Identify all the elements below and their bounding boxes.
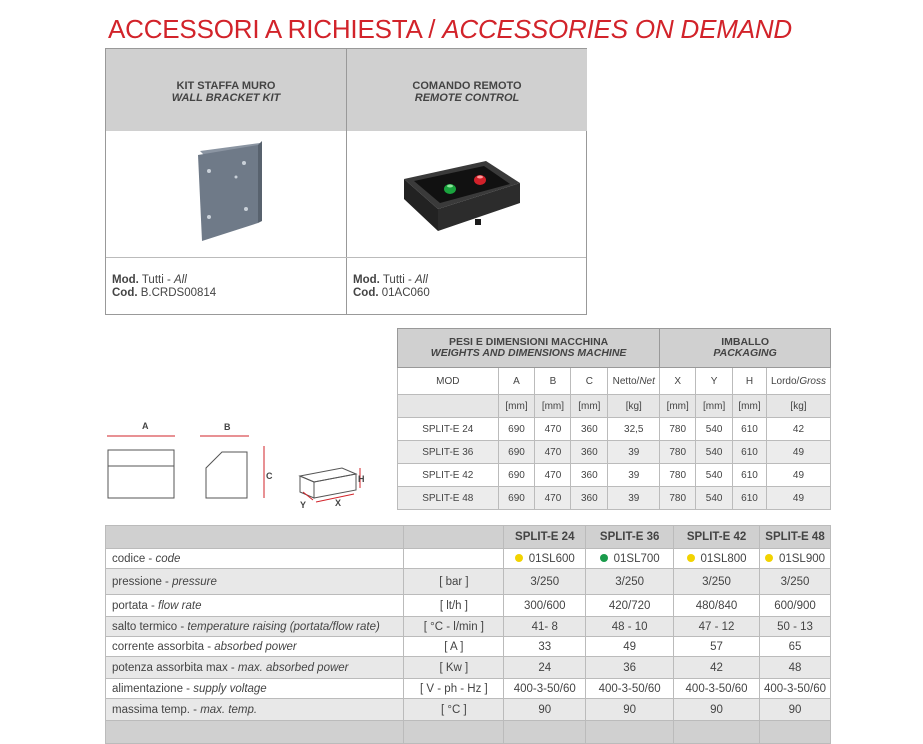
col-net: [608, 368, 660, 395]
packaging-header-it: IMBALLO: [721, 336, 770, 348]
value-cell: 600/900: [760, 595, 831, 617]
cod-value: B.CRDS00814: [140, 287, 217, 299]
footer-cell: [504, 721, 586, 744]
accessory-name-it: KIT STAFFA MURO: [176, 80, 276, 92]
col-net-en: Net: [639, 375, 655, 387]
code-value: 01SL700: [613, 552, 660, 565]
unit-cell: [ Kw ]: [404, 657, 504, 679]
cell: 780: [660, 487, 696, 510]
row-label-en: temperature raising (portata/flow rate): [187, 620, 380, 633]
unit-cell: [ bar ]: [404, 569, 504, 595]
value-cell: 50 - 13: [760, 617, 831, 637]
cell: SPLIT-E 42: [398, 464, 499, 487]
status-dot: [687, 554, 695, 562]
accessory-code-bracket: [112, 274, 216, 300]
model-header: SPLIT-E 42: [674, 526, 760, 549]
unit-cell: [mm]: [571, 395, 608, 418]
model-header: SPLIT-E 48: [760, 526, 831, 549]
unit-cell: [404, 549, 504, 569]
cell: 49: [766, 441, 830, 464]
dim-label-h: H: [358, 474, 365, 484]
mod-value: Tutti -: [141, 274, 174, 286]
code-cell: [504, 549, 586, 569]
cell: SPLIT-E 48: [398, 487, 499, 510]
cell: 360: [571, 464, 608, 487]
dim-label-x: X: [335, 498, 342, 508]
value-cell: 420/720: [586, 595, 674, 617]
value-cell: 90: [674, 699, 760, 721]
specs-footer-row: [106, 721, 831, 744]
value-cell: 3/250: [674, 569, 760, 595]
cell: 49: [766, 464, 830, 487]
cell: 780: [660, 441, 696, 464]
status-dot: [515, 554, 523, 562]
accessory-code-remote: [353, 274, 430, 300]
unit-blank: [398, 395, 499, 418]
row-label-it: portata -: [112, 599, 159, 612]
unit-cell: [ V - ph - Hz ]: [404, 679, 504, 699]
row-label-it: pressione -: [112, 575, 173, 588]
dim-label-a: A: [142, 421, 149, 431]
value-cell: 36: [586, 657, 674, 679]
col-gross-en: Gross: [799, 375, 826, 387]
code-cell: [586, 549, 674, 569]
title-english: ACCESSORIES ON DEMAND: [442, 14, 793, 44]
accessories-table: [105, 48, 587, 315]
cell: 540: [696, 464, 733, 487]
cell: 610: [733, 418, 767, 441]
code-row: [106, 549, 831, 569]
unit-cell: [mm]: [696, 395, 733, 418]
code-cell: [674, 549, 760, 569]
unit-cell: [mm]: [535, 395, 571, 418]
cell: 360: [571, 441, 608, 464]
row-label: [106, 699, 404, 721]
value-cell: 57: [674, 637, 760, 657]
footer-cell: [106, 721, 404, 744]
row-label-it: massima temp. -: [112, 703, 201, 716]
unit-cell: [kg]: [766, 395, 830, 418]
cell: 39: [608, 441, 660, 464]
cell: SPLIT-E 24: [398, 418, 499, 441]
weights-unit-row: [398, 395, 831, 418]
col-a: A: [498, 368, 535, 395]
col-h: H: [733, 368, 767, 395]
value-cell: 47 - 12: [674, 617, 760, 637]
model-header: SPLIT-E 36: [586, 526, 674, 549]
cell: SPLIT-E 36: [398, 441, 499, 464]
spec-row-max-temp: [106, 699, 831, 721]
cell: 690: [498, 487, 535, 510]
model-header: SPLIT-E 24: [504, 526, 586, 549]
value-cell: 65: [760, 637, 831, 657]
cell: 780: [660, 418, 696, 441]
table-row: [398, 418, 831, 441]
row-label-it: salto termico -: [112, 620, 188, 633]
title-italian: ACCESSORI A RICHIESTA /: [108, 14, 443, 44]
row-label-en: absorbed power: [214, 640, 297, 653]
cell: 540: [696, 441, 733, 464]
cod-label: Cod.: [112, 287, 138, 299]
cell: 540: [696, 487, 733, 510]
footer-cell: [404, 721, 504, 744]
cod-label: Cod.: [353, 287, 379, 299]
value-cell: 400-3-50/60: [760, 679, 831, 699]
accessory-name-it: COMANDO REMOTO: [412, 80, 522, 92]
header-blank: [404, 526, 504, 549]
cell: 470: [535, 464, 571, 487]
footer-cell: [674, 721, 760, 744]
row-label-en: flow rate: [158, 599, 202, 612]
packaging-header-en: PACKAGING: [713, 347, 777, 359]
cell: 39: [608, 487, 660, 510]
cell: 470: [535, 487, 571, 510]
weights-dimensions-table: [397, 328, 831, 510]
value-cell: 400-3-50/60: [674, 679, 760, 699]
row-label: [106, 679, 404, 699]
value-cell: 49: [586, 637, 674, 657]
status-dot: [765, 554, 773, 562]
row-label-en: code: [155, 552, 181, 565]
row-label-it: alimentazione -: [112, 682, 194, 695]
mod-value-en: All: [415, 274, 428, 286]
dimension-diagrams: [104, 418, 394, 518]
value-cell: 33: [504, 637, 586, 657]
cod-value: 01AC060: [381, 287, 430, 299]
value-cell: 3/250: [504, 569, 586, 595]
row-label: [106, 617, 404, 637]
table-row: [398, 441, 831, 464]
value-cell: 90: [760, 699, 831, 721]
specs-table: [105, 525, 831, 744]
unit-cell: [kg]: [608, 395, 660, 418]
cell: 39: [608, 464, 660, 487]
value-cell: 48 - 10: [586, 617, 674, 637]
column-divider: [346, 49, 347, 314]
mod-value: Tutti -: [382, 274, 415, 286]
value-cell: 48: [760, 657, 831, 679]
col-gross-it: Lordo/: [770, 375, 800, 387]
dim-label-y: Y: [300, 500, 307, 510]
mod-value-en: All: [174, 274, 187, 286]
cell: 610: [733, 487, 767, 510]
dim-label-b: B: [224, 422, 231, 432]
mod-label: Mod.: [353, 274, 380, 286]
table-row: [398, 464, 831, 487]
row-label: [106, 595, 404, 617]
cell: 470: [535, 441, 571, 464]
machine-header: [398, 329, 660, 368]
cell: 690: [498, 418, 535, 441]
code-value: 01SL800: [700, 552, 747, 565]
cell: 780: [660, 464, 696, 487]
row-label: [106, 657, 404, 679]
col-c: C: [571, 368, 608, 395]
col-y: Y: [696, 368, 733, 395]
weights-header-row: [398, 329, 831, 368]
code-value: 01SL600: [528, 552, 575, 565]
col-b: B: [535, 368, 571, 395]
value-cell: 480/840: [674, 595, 760, 617]
unit-cell: [ A ]: [404, 637, 504, 657]
accessory-header-remote: [347, 49, 587, 131]
cell: 690: [498, 441, 535, 464]
cell: 49: [766, 487, 830, 510]
packaging-header: [660, 329, 831, 368]
table-row: [398, 487, 831, 510]
row-label: [106, 637, 404, 657]
row-label: [106, 569, 404, 595]
value-cell: 90: [504, 699, 586, 721]
unit-cell: [ lt/h ]: [404, 595, 504, 617]
row-label: [106, 549, 404, 569]
accessory-name-en: WALL BRACKET KIT: [171, 92, 281, 104]
spec-row-temp-raise: [106, 617, 831, 637]
code-cell: [760, 549, 831, 569]
value-cell: 3/250: [586, 569, 674, 595]
value-cell: 300/600: [504, 595, 586, 617]
row-label-it: corrente assorbita -: [112, 640, 215, 653]
value-cell: 42: [674, 657, 760, 679]
unit-cell: [mm]: [498, 395, 535, 418]
value-cell: 24: [504, 657, 586, 679]
value-cell: 400-3-50/60: [504, 679, 586, 699]
col-x: X: [660, 368, 696, 395]
mod-label: Mod.: [112, 274, 139, 286]
wall-bracket-image: [192, 137, 272, 247]
dim-label-c: C: [266, 471, 273, 481]
code-value: 01SL900: [778, 552, 826, 565]
col-gross: [766, 368, 830, 395]
weights-col-row: [398, 368, 831, 395]
cell: 360: [571, 418, 608, 441]
specs-header-row: [106, 526, 831, 549]
row-label-it: codice -: [112, 552, 156, 565]
spec-row-power: [106, 657, 831, 679]
col-mod: MOD: [398, 368, 499, 395]
cell: 360: [571, 487, 608, 510]
spec-row-pressure: [106, 569, 831, 595]
row-label-it: potenza assorbita max -: [112, 661, 238, 674]
status-dot: [600, 554, 608, 562]
cell: 42: [766, 418, 830, 441]
page-title: [108, 14, 792, 45]
accessory-name-en: REMOTE CONTROL: [414, 92, 520, 104]
remote-control-image: [398, 157, 528, 241]
unit-cell: [ °C - l/min ]: [404, 617, 504, 637]
row-label-en: max. temp.: [200, 703, 258, 716]
value-cell: 41- 8: [504, 617, 586, 637]
row-divider: [106, 257, 586, 258]
value-cell: 3/250: [760, 569, 831, 595]
accessory-header-bracket: [106, 49, 346, 131]
dimension-drawing: [104, 418, 394, 518]
unit-cell: [mm]: [733, 395, 767, 418]
col-net-it: Netto/: [612, 375, 640, 387]
machine-header-en: WEIGHTS AND DIMENSIONS MACHINE: [430, 347, 627, 359]
spec-row-voltage: [106, 679, 831, 699]
unit-cell: [mm]: [660, 395, 696, 418]
cell: 470: [535, 418, 571, 441]
header-blank: [106, 526, 404, 549]
spec-row-current: [106, 637, 831, 657]
value-cell: 90: [586, 699, 674, 721]
row-label-en: supply voltage: [193, 682, 267, 695]
footer-cell: [760, 721, 831, 744]
cell: 540: [696, 418, 733, 441]
unit-cell: [ °C ]: [404, 699, 504, 721]
cell: 610: [733, 464, 767, 487]
footer-cell: [586, 721, 674, 744]
machine-header-it: PESI E DIMENSIONI MACCHINA: [448, 336, 609, 348]
cell: 610: [733, 441, 767, 464]
value-cell: 400-3-50/60: [586, 679, 674, 699]
row-label-en: pressure: [172, 575, 217, 588]
cell: 32,5: [608, 418, 660, 441]
row-label-en: max. absorbed power: [237, 661, 349, 674]
cell: 690: [498, 464, 535, 487]
spec-row-flow: [106, 595, 831, 617]
